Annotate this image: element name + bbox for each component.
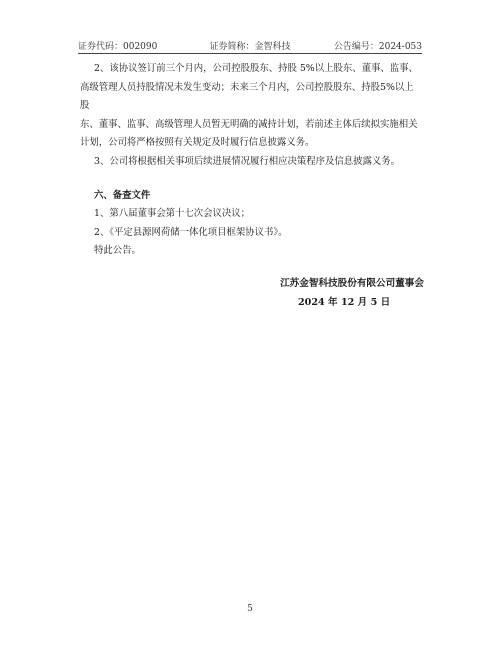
page-number: 5: [247, 604, 253, 614]
reference-doc-1: 1、第八届董事会第十七次会议决议；: [94, 208, 250, 220]
item2-line4: 计划，公司将严格按照有关规定及时履行信息披露义务。: [80, 137, 315, 149]
section6-title: 六、备查文件: [94, 189, 151, 201]
item2-line3: 东、董事、监事、高级管理人员暂无明确的减持计划，若前述主体后续拟实施相关: [80, 118, 418, 130]
stock-short-name: 证券简称：金智科技: [209, 42, 291, 52]
item3-paragraph: 3、公司将根据相关事项后续进展情况履行相应决策程序及信息披露义务。: [94, 155, 400, 167]
signature-date: 2024 年 12 月 5 日: [298, 297, 391, 308]
signature-company: 江苏金智科技股份有限公司董事会: [280, 278, 424, 289]
stock-code: 证券代码：002090: [78, 42, 158, 52]
announcement-number: 公告编号：2024-053: [333, 42, 422, 52]
closing-phrase: 特此公告。: [94, 245, 141, 257]
document-body: [80, 60, 420, 261]
item2-line1: 2、该协议签订前三个月内，公司控股股东、持股 5%以上股东、董事、监事、: [94, 63, 418, 74]
header-divider: [78, 53, 422, 54]
reference-doc-2: 2、《平定县源网荷储一体化项目框架协议书》。: [94, 226, 288, 238]
item2-line2: 高级管理人员持股情况未发生变动；未来三个月内，公司控股股东、持股5%以上股: [80, 81, 414, 112]
